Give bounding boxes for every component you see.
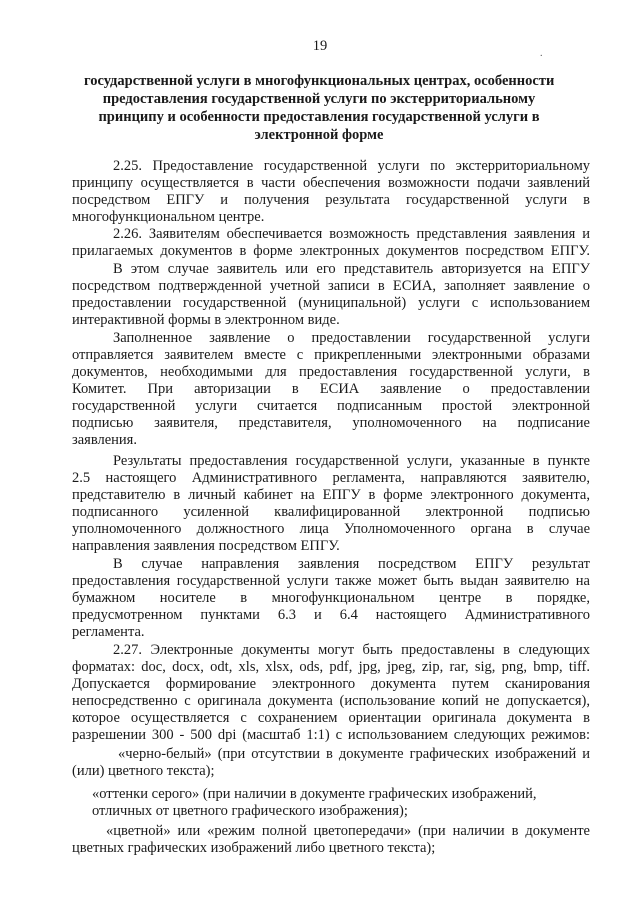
text-line: В случае направления заявления посредством ЕПГУ результат <box>113 556 590 572</box>
text-line: документов, необходимыми для предоставления государственной услуги, в <box>72 364 590 380</box>
text-line: 2.26. Заявителям обеспечивается возможность представления заявления и <box>113 226 590 242</box>
text-line: многофункциональном центре. <box>72 209 265 225</box>
text-line: Заполненное заявление о предоставлении государственной услуги <box>113 330 590 346</box>
text-line: государственной услуги считается подписанным простой электронной <box>72 398 590 414</box>
text-line: 2.5 настоящего Административного регламента, направляются заявителю, <box>72 470 590 486</box>
text-line: «черно-белый» (при отсутствии в документе графических изображений и <box>118 746 590 762</box>
text-line: бумажном носителе в многофункциональном центре в порядке, <box>72 590 590 606</box>
title-line: принципу и особенности предоставления государственной услуги в <box>98 109 540 125</box>
text-line: Результаты предоставления государственной услуги, указанные в пункте <box>113 453 590 469</box>
text-line: подписанного усиленной квалифицированной электронной подписью <box>72 504 590 520</box>
text-line: представителю в личный кабинет на ЕПГУ в форме электронного документа, <box>72 487 590 503</box>
text-line: принципу осуществляется в части обеспечения возможности подачи заявлений <box>72 175 590 191</box>
text-line: посредством ЕПГУ и получения результата государственной услуги в <box>72 192 590 208</box>
text-line: предоставления государственной услуги также может быть выдан заявителю на <box>72 573 590 589</box>
text-line: которое осуществляется с сохранением ориентации оригинала документа в <box>72 710 590 726</box>
text-line: предоставлении государственной (муниципальной) услуги с использованием <box>72 295 590 311</box>
text-line: Допускается формирование электронного документа путем сканирования <box>72 676 590 692</box>
text-line: регламента. <box>72 624 145 640</box>
title-line: государственной услуги в многофункциональных центрах, особенности <box>84 73 555 89</box>
scan-speck: . <box>540 48 543 59</box>
text-line: 2.27. Электронные документы могут быть предоставлены в следующих <box>113 642 590 658</box>
page-number: 19 <box>312 38 328 54</box>
text-line: предусмотренном пунктами 6.3 и 6.4 настоящего Административного <box>72 607 590 623</box>
text-line: уполномоченного должностного лица Уполномоченного органа в случае <box>72 521 590 537</box>
text-line: В этом случае заявитель или его представитель авторизуется на ЕПГУ <box>113 261 590 277</box>
text-line: непосредственно с оригинала документа (использование копий не допускается), <box>72 693 590 709</box>
text-line: «оттенки серого» (при наличии в документе графических изображений, <box>92 786 537 802</box>
section-title <box>84 72 554 144</box>
text-line: «цветной» или «режим полной цветопередачи» (при наличии в документе <box>106 823 590 839</box>
text-line: прилагаемых документов в форме электронных документов посредством ЕПГУ. <box>72 243 590 259</box>
text-line: заявления. <box>72 432 137 448</box>
text-line: отправляется заявителем вместе с прикрепленными электронными образами <box>72 347 590 363</box>
text-line: направления заявления посредством ЕПГУ. <box>72 538 340 554</box>
text-line: интерактивной формы в электронном виде. <box>72 312 340 328</box>
title-line: электронной форме <box>254 127 384 143</box>
text-line: Комитет. При авторизации в ЕСИА заявление о предоставлении <box>72 381 590 397</box>
text-line: отличных от цветного графического изображения); <box>92 803 408 819</box>
text-line: цветных графических изображений либо цветного текста); <box>72 840 436 856</box>
text-line: форматах: doc, docx, odt, xls, xlsx, ods, pdf, jpg, jpeg, zip, rar, sig, png, bmp, tiff. <box>72 659 590 675</box>
text-line: 2.25. Предоставление государственной услуги по экстерриториальному <box>113 158 590 174</box>
text-line: разрешении 300 - 500 dpi (масштаб 1:1) с использованием следующих режимов: <box>72 727 590 743</box>
title-line: предоставления государственной услуги по экстерриториальному <box>102 91 536 107</box>
text-line: (или) цветного текста); <box>72 763 215 779</box>
text-line: посредством подтвержденной учетной записи в ЕСИА, заполняет заявление о <box>72 278 590 294</box>
text-line: подписью заявителя, представителя, уполномоченного на подписание <box>72 415 590 431</box>
